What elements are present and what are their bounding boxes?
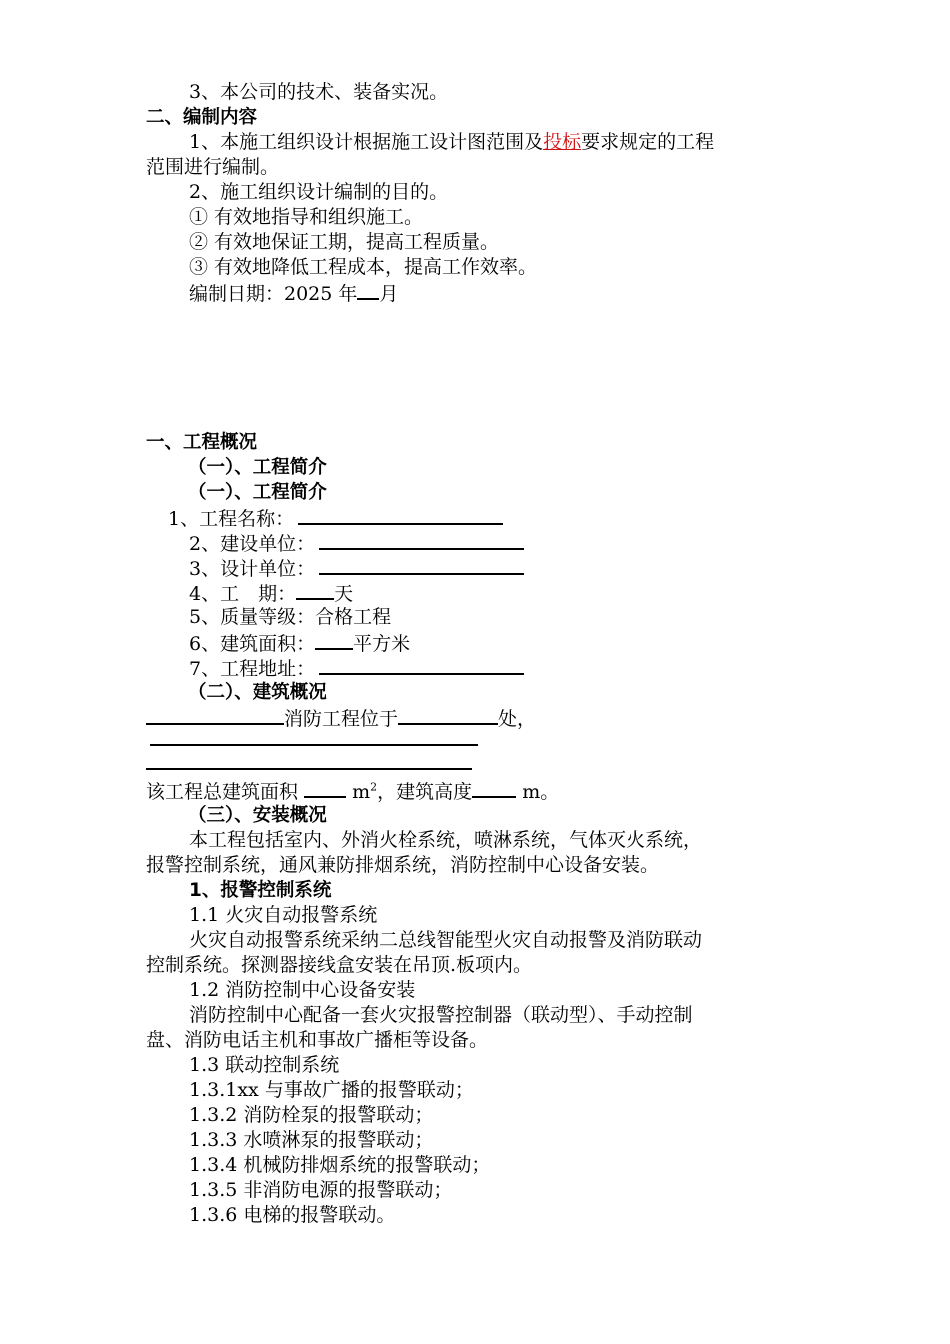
description-blank-line-2[interactable] [146,768,472,770]
field-project-name [168,505,503,532]
field-quality: 5、质量等级：合格工程 [189,606,392,628]
goal-item-2: ② 有效地保证工期，提高工程质量。 [189,231,500,253]
compile-date [189,280,398,307]
heading-linkage-control: 1.3 联动控制系统 [189,1054,340,1076]
compile-paragraph-2: 2、施工组织设计编制的目的。 [189,181,449,203]
compile-p1-text-a: 1、本施工组织设计根据施工设计图范围及 [189,131,544,153]
linkage-item-6: 1.3.6 电梯的报警联动。 [189,1204,396,1226]
field-designer-label: 3、设计单位： [189,558,316,580]
heading-fire-alarm: 1.1 火灾自动报警系统 [189,904,378,926]
building-location [146,705,536,732]
field-duration [189,580,353,607]
field-owner [189,530,524,557]
linkage-item-3: 1.3.3 水喷淋泵的报警联动； [189,1129,434,1151]
total-area-blank[interactable] [304,778,346,798]
compile-p1-text-b: 要求规定的工程 [581,131,715,153]
area-unit: m [352,781,371,803]
control-center-text-b: 盘、消防电话主机和事故广播柜等设备。 [146,1029,489,1051]
floor-area-blank[interactable] [315,630,353,650]
installation-text-a: 本工程包括室内、外消火栓系统，喷淋系统，气体灭火系统， [189,829,703,851]
month-blank[interactable] [357,280,379,300]
linkage-item-4: 1.3.4 机械防排烟系统的报警联动； [189,1154,491,1176]
field-floor-area [189,630,410,657]
field-duration-unit: 天 [334,583,354,605]
field-address [189,655,524,682]
compile-p1-text-c: 范围进行编制。 [146,156,280,178]
area-unit-superscript: 2 [370,780,378,794]
field-floor-area-unit: 平方米 [353,633,411,655]
subheading-installation-overview: （三）、安装概况 [188,805,327,826]
building-location-suffix: 处， [498,708,537,730]
duration-blank[interactable] [296,580,334,600]
installation-text-b: 报警控制系统，通风兼防排烟系统，消防控制中心设备安装。 [146,854,660,876]
field-owner-label: 2、建设单位： [189,533,316,555]
subheading-project-intro: （一）、工程简介 [188,457,327,478]
building-area-height [146,778,559,805]
section-heading-compile-content: 二、编制内容 [146,107,258,128]
field-address-label: 7、工程地址： [189,658,316,680]
compile-paragraph-1 [189,130,714,155]
control-center-text-a: 消防控制中心配备一套火灾报警控制器（联动型）、手动控制 [189,1004,693,1026]
location-blank[interactable] [398,705,498,725]
building-location-text: 消防工程位于 [284,708,399,730]
linkage-item-5: 1.3.5 非消防电源的报警联动； [189,1179,453,1201]
project-prefix-blank[interactable] [146,705,284,725]
bidding-link[interactable]: 投标 [543,131,582,153]
fire-alarm-text-b: 控制系统。探测器接线盒安装在吊顶.板项内。 [146,954,533,976]
height-label: ，建筑高度 [377,781,473,803]
linkage-item-2: 1.3.2 消防栓泵的报警联动； [189,1104,434,1126]
total-area-label: 该工程总建筑面积 [146,781,299,803]
goal-item-3: ③ 有效地降低工程成本，提高工作效率。 [189,256,538,278]
heading-control-center: 1.2 消防控制中心设备安装 [189,979,416,1001]
goal-item-1: ① 有效地指导和组织施工。 [189,206,424,228]
linkage-item-1: 1.3.1xx 与事故广播的报警联动； [189,1079,474,1101]
section-heading-overview: 一、工程概况 [146,432,258,453]
height-unit: m。 [522,781,560,803]
compile-date-month: 月 [379,283,399,305]
subheading-building-overview: （二）、建筑概况 [188,682,327,703]
field-project-name-label: 1、工程名称： [168,508,295,530]
heading-alarm-control: 1、报警控制系统 [189,880,332,901]
designer-blank[interactable] [319,555,524,575]
description-blank-line-1[interactable] [150,744,478,746]
field-designer [189,555,524,582]
field-duration-label: 4、工 期： [189,583,297,605]
compile-date-text: 编制日期：2025 年 [189,283,358,305]
subheading-project-intro-duplicate: （一）、工程简介 [188,482,327,503]
field-floor-area-label: 6、建筑面积： [189,633,316,655]
owner-blank[interactable] [319,530,524,550]
height-blank[interactable] [472,778,516,798]
fire-alarm-text-a: 火灾自动报警系统采纳二总线智能型火灾自动报警及消防联动 [189,929,703,951]
address-blank[interactable] [319,655,524,675]
basis-item-3: 3、本公司的技术、装备实况。 [189,81,449,103]
project-name-blank[interactable] [298,505,503,525]
